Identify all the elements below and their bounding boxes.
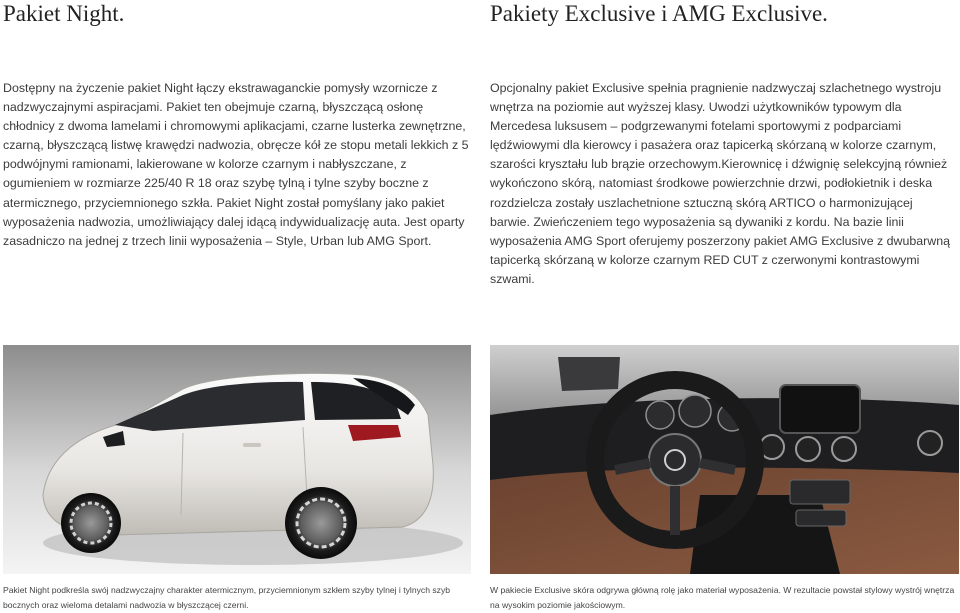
night-package-title: Pakiet Night. [3,1,125,26]
night-package-paragraph: Dostępny na życzenie pakiet Night łączy ekstrawaganckie pomysły wzornicze z nadzwyczajnymi aspiracjami. Pakiet ten obejmuje czarną, błyszczącą osłonę chłodnicy z dwoma lamelami i chromowymi aplikacjami, czarne lusterka zewnętrzne, czarną, błyszczącą listwę krawędzi nadwozia, obręcze kół ze stopu metali lekkich z 5 podwójnymi ramionami, lakierowane w kolorze czarnym i nabłyszczane, z ogumieniem w rozmiarze 225/40 R 18 oraz szybę tylną i tylne szyby boczne z atermicznego, przyciemnionego szkła. Pakiet Night został pomyślany jako pakiet wyposażenia nadwozia, umożliwiający dalej idącą indywidualizację auta. Jest oparty zasadniczo na jednej z trzech linii wyposażenia – Style, Urban lub AMG Sport. [3,81,469,248]
exclusive-package-paragraph: Opcjonalny pakiet Exclusive spełnia pragnienie nadzwyczaj szlachetnego wystroju wnętrza na poziomie aut wyższej klasy. Uwodzi użytkowników typowym dla Mercedesa luksusem – podgrzewanymi fotelami sportowymi z podparciami lędźwiowymi dla kierowcy i pasażera oraz tapicerką skórzaną w kolorze czarnym, szarości kryształu lub brązie orzechowym.Kierownicę i dźwignię selekcyjną również wykończono skórą, natomiast środkowe powierzchnie drzwi, podłokietnik i deska rozdzielcza zostały uszlachetnione sztuczną skórą ARTICO o harmonizującej barwie. Zwieńczeniem tego wyposażenia są dywaniki z kordu. Na bazie linii wyposażenia AMG Sport oferujemy poszerzony pakiet AMG Exclusive z dwubarwną tapicerką skórzaną w kolorze czarnym RED CUT z czerwonymi kontrastowymi szwami. [490,81,951,286]
exclusive-package-description [490,79,952,289]
night-package-description [3,79,473,251]
exclusive-packages-title: Pakiety Exclusive i AMG Exclusive. [490,1,828,26]
interior-photo [490,345,959,574]
exclusive-package-caption: W pakiecie Exclusive skóra odgrywa główną rolę jako materiał wyposażenia. W rezultacie powstał stylowy wystrój wnętrza na wysokim poziomie jakościowym. [490,585,955,610]
night-package-caption: Pakiet Night podkreśla swój nadzwyczajny charakter atermicznym, przyciemnionym szkłem szyby tylnej i tylnych szyb bocznych oraz wieloma detalami nadwozia w błyszczącej czerni. [3,585,451,610]
white-car-photo [3,345,471,574]
